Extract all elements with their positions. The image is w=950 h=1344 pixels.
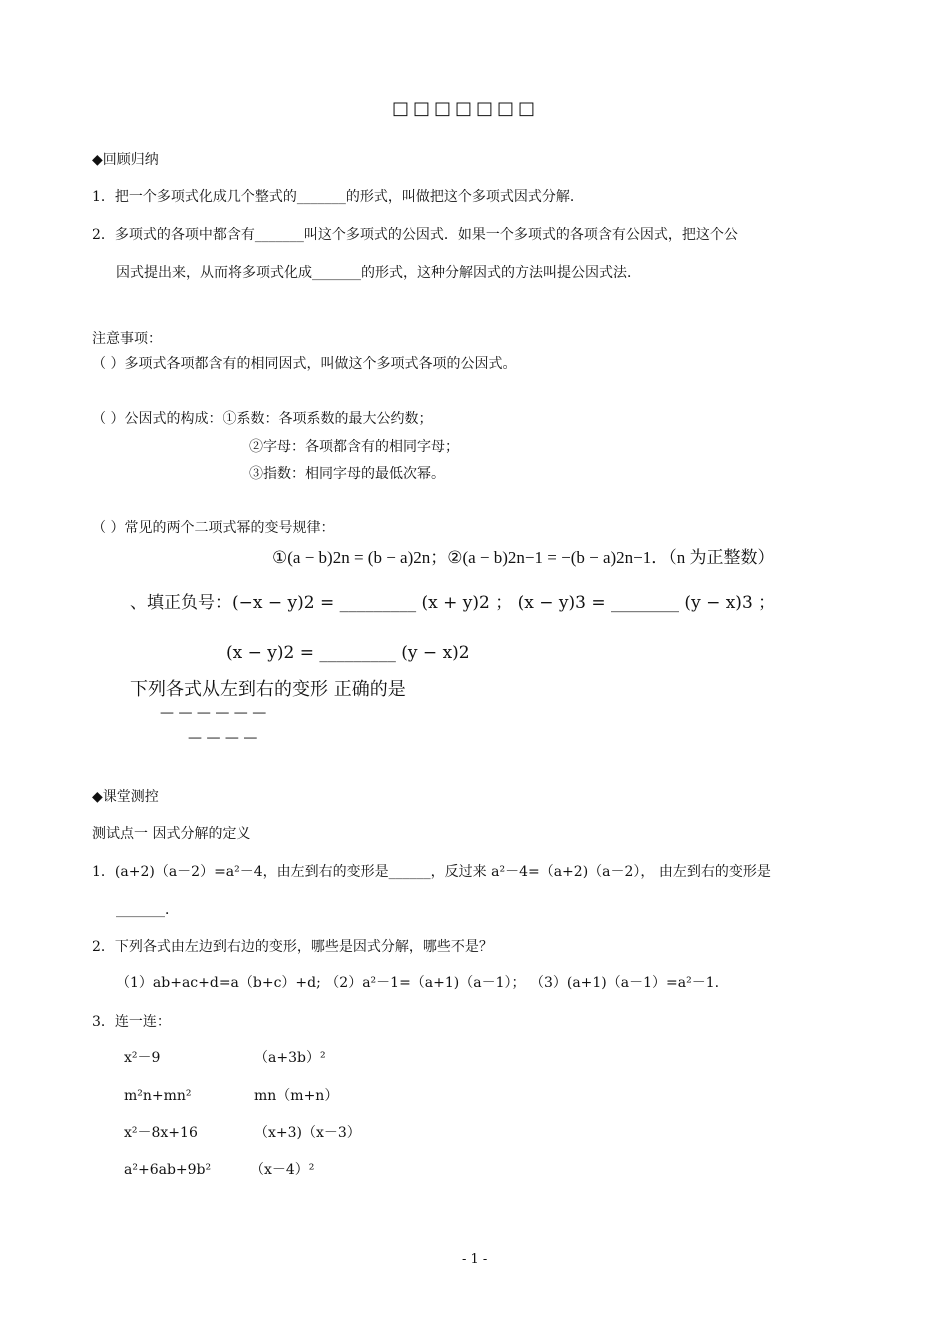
match-left-1: x²－9 [124, 1050, 161, 1066]
match-right-4: （x－4）² [250, 1162, 315, 1178]
test-point-1: 测试点一 因式分解的定义 [92, 826, 251, 842]
review-item-2-line-1: 2．多项式的各项中都含有_______叫这个多项式的公因式．如果一个多项式的各项含有公因式，把这个公 [92, 227, 738, 243]
match-left-2: m²n+mn² [124, 1088, 192, 1104]
quiz-q3: 3．连一连： [92, 1014, 171, 1030]
review-heading-text: 回顾归纳 [102, 152, 159, 168]
quiz-q2: 2．下列各式由左边到右边的变形，哪些是因式分解，哪些不是？ [92, 939, 493, 955]
note-2-line-2: ②字母：各项都含有的相同字母； [249, 439, 459, 455]
match-left-3: x²－8x+16 [124, 1125, 198, 1141]
quiz-q2-items: （1）ab+ac+d=a（b+c）+d; （2）a²－1=（a+1)（a－1）； （3）(a+1)（a－1）=a²－1. [116, 975, 720, 991]
deform-question: 下列各式从左到右的变形 正确的是 [130, 679, 406, 700]
note-2-line-1: （ ）公因式的构成：①系数：各项系数的最大公约数； [92, 411, 433, 427]
quiz-q1-line-2: _______． [116, 902, 179, 918]
page-title: □□□□□□□ [392, 98, 540, 119]
diamond-bullet-icon: ◆ [92, 789, 103, 805]
match-right-2: mn（m+n） [254, 1088, 339, 1104]
fill-sign-line-2: (x − y)2 = _________ (y − x)2 [226, 643, 470, 663]
page-number: - 1 - [462, 1252, 488, 1267]
note-3: （ ）常见的两个二项式幂的变号规律： [92, 520, 335, 536]
quiz-heading [92, 789, 159, 806]
review-item-1: 1．把一个多项式化成几个整式的_______的形式，叫做把这个多项式因式分解． [92, 189, 584, 205]
note-2-line-3: ③指数：相同字母的最低次幂。 [249, 466, 445, 482]
deform-dash-row-2: — — — — [188, 730, 258, 746]
review-item-2-line-2: 因式提出来，从而将多项式化成_______的形式，这种分解因式的方法叫提公因式法． [116, 265, 641, 281]
quiz-heading-text: 课堂测控 [102, 789, 159, 805]
match-left-4: a²+6ab+9b² [124, 1162, 212, 1178]
diamond-bullet-icon: ◆ [92, 152, 103, 168]
note-1: （ ）多项式各项都含有的相同因式，叫做这个多项式各项的公因式。 [92, 356, 517, 372]
quiz-q1-line-1: 1．(a+2)（a－2）=a²－4，由左到右的变形是______，反过来 a²－4=（a+2)（a－2）， 由左到右的变形是 [92, 864, 771, 880]
fill-sign-line-1: 、填正负号：(−x − y)2 = _________ (x + y)2 ； (x − y)3 = ________ (y − x)3 ； [130, 593, 776, 613]
review-heading [92, 152, 159, 169]
deform-dash-row-1: — — — — — — [160, 705, 267, 721]
match-right-3: （x+3)（x－3） [254, 1125, 361, 1141]
sign-rule-formula: ①(a − b)2n = (b − a)2n；②(a − b)2n−1 = −(b − a)2n−1．（n 为正整数） [272, 548, 775, 567]
match-right-1: （a+3b）² [254, 1050, 326, 1066]
notes-heading: 注意事项： [92, 331, 162, 347]
